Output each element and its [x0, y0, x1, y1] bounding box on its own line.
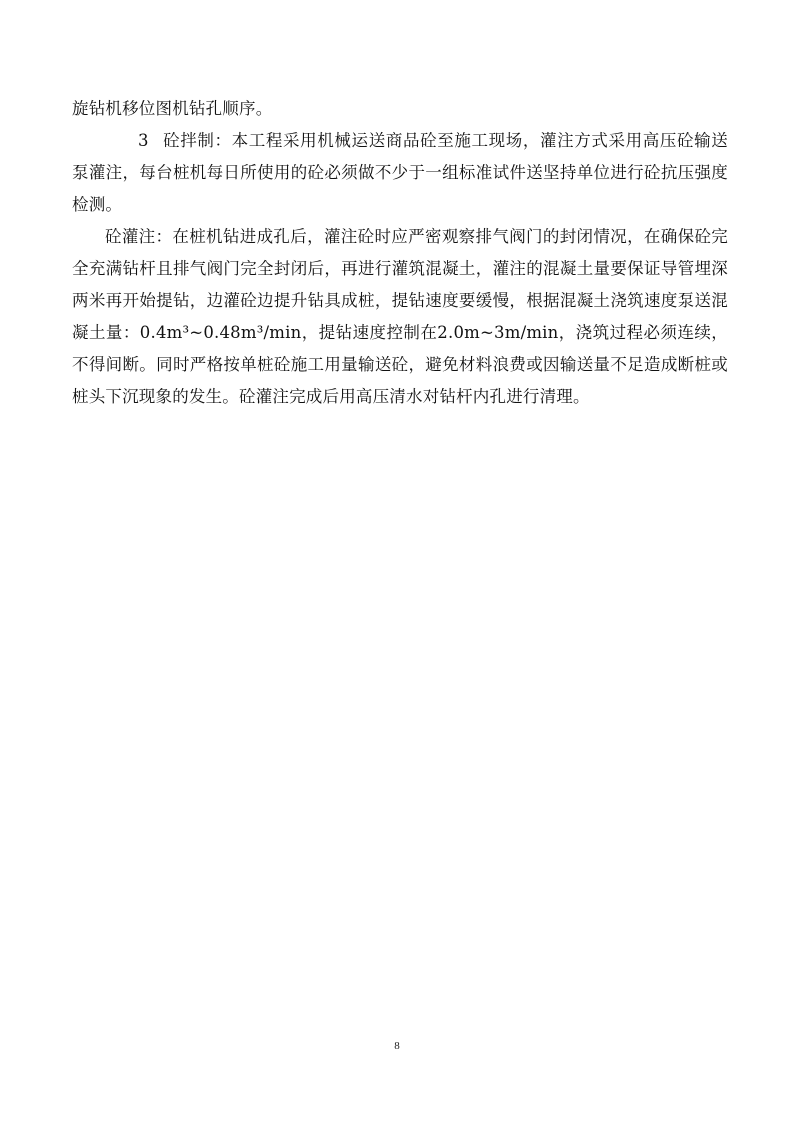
- paragraph-concrete-pouring: [72, 221, 728, 413]
- paragraph-concrete-mixing: [72, 125, 728, 221]
- paragraph-text: 砼拌制：本工程采用机械运送商品砼至施工现场，灌注方式采用高压砼输送泵灌注，每台桩机每日所使用的砼必须做不少于一组标准试件送坚持单位进行砼抗压强度检测。: [72, 131, 728, 214]
- paragraph-text: 砼灌注：在桩机钻进成孔后，灌注砼时应严密观察排气阀门的封闭情况，在确保砼完全充满钻杆且排气阀门完全封闭后，再进行灌筑混凝土，灌注的混凝土量要保证导管埋深两米再开始提钻，边灌砼边提升钻具成桩，提钻速度要缓慢，根据混凝土浇筑速度泵送混凝土量：0.4m³~0.48m³/min，提钻速度控制在2.0m~3m/min，浇筑过程必须连续，不得间断。同时严格按单桩砼施工用量输送砼，避免材料浪费或因输送量不足造成断桩或桩头下沉现象的发生。砼灌注完成后用高压清水对钻杆内孔进行清理。: [72, 227, 728, 406]
- page-number: 8: [394, 1040, 400, 1052]
- item-number: 3: [138, 131, 149, 150]
- paragraph-drill-sequence: [72, 93, 728, 125]
- paragraph-text: 旋钻机移位图机钻孔顺序。: [72, 99, 273, 118]
- document-body: [72, 93, 728, 413]
